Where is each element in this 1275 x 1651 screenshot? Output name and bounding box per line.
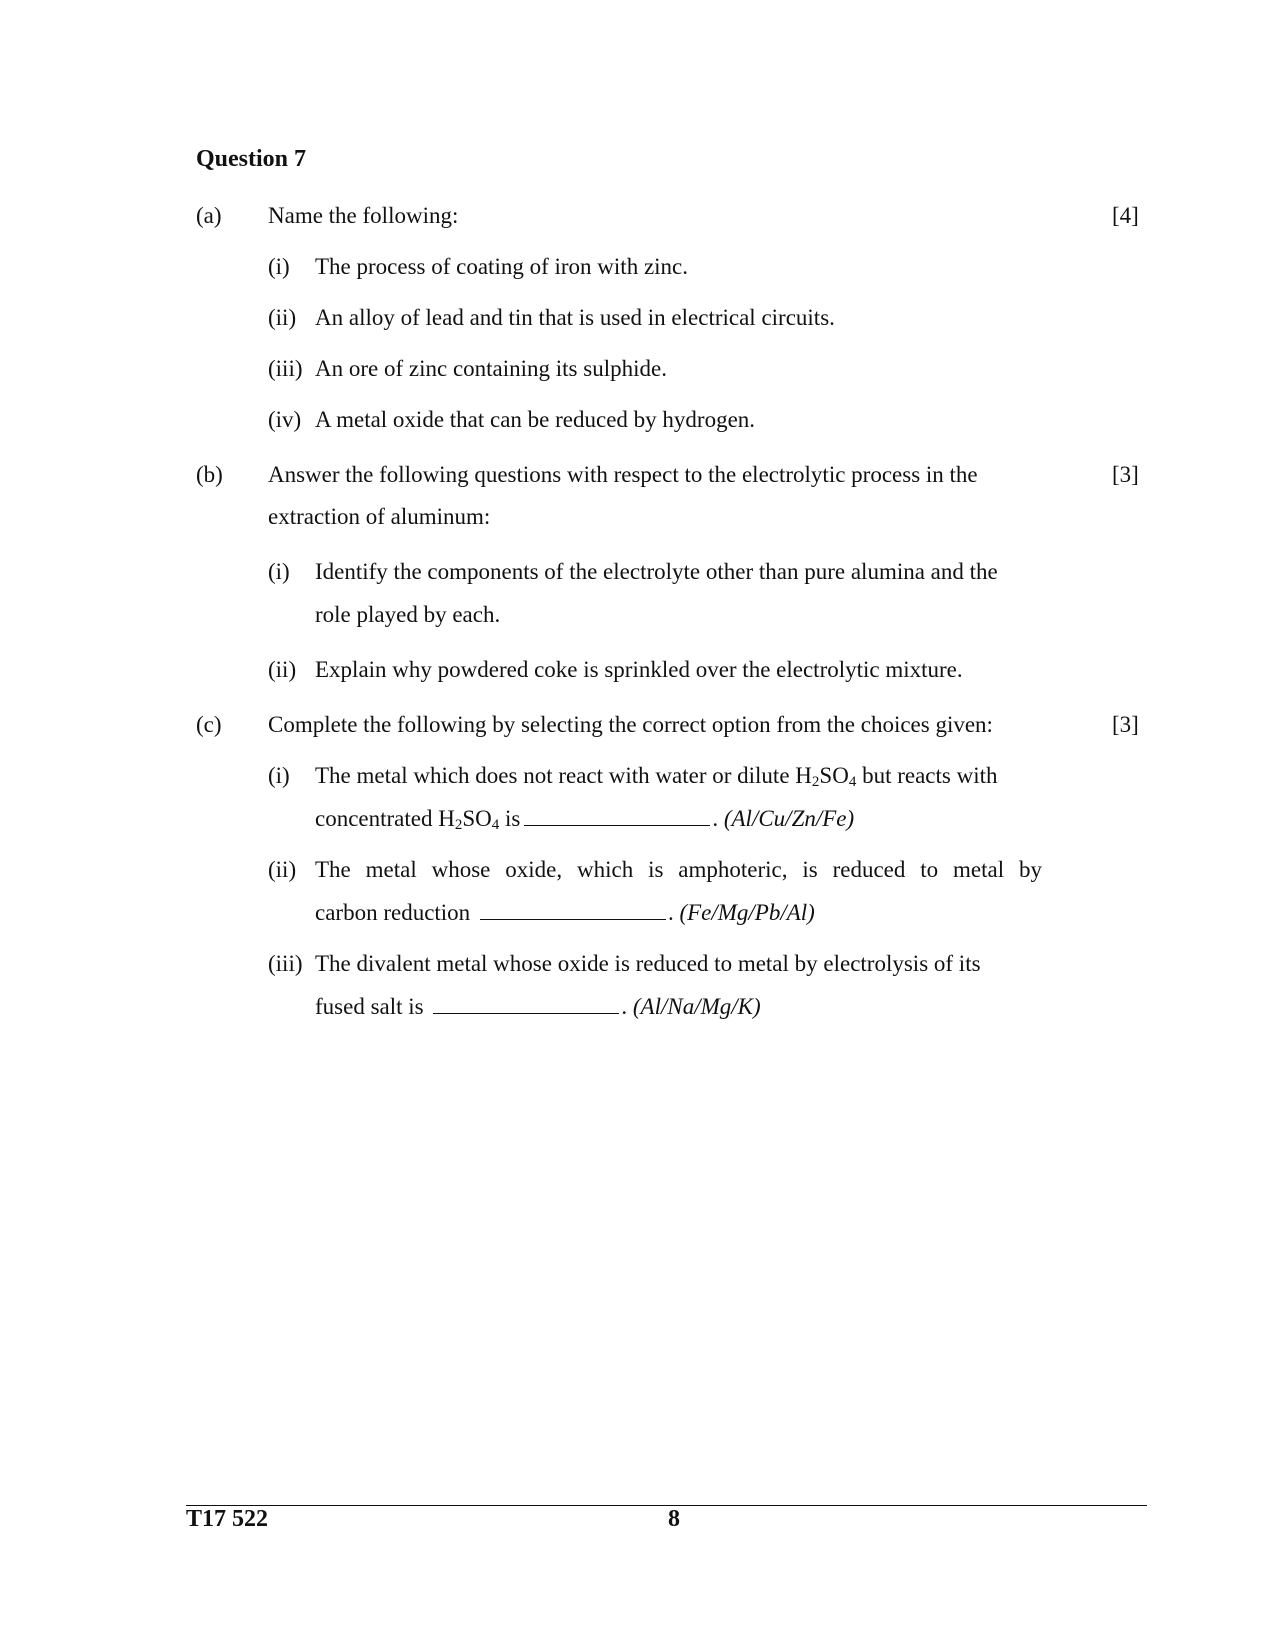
part-c-marks: [3] bbox=[1112, 712, 1139, 737]
part-b-text-line2: extraction of aluminum: bbox=[268, 504, 491, 529]
choices: (Al/Na/Mg/K) bbox=[632, 994, 761, 1019]
footer-divider bbox=[186, 1505, 1147, 1506]
part-b-item-line1: Identify the components of the electrolyte other than pure alumina and the bbox=[315, 559, 998, 584]
part-a-item-text: The process of coating of iron with zinc. bbox=[315, 254, 688, 279]
part-b-item-num: (i) bbox=[268, 559, 290, 584]
question-title: Question 7 bbox=[196, 146, 307, 172]
part-a-item-num: (iii) bbox=[268, 356, 303, 381]
part-a-item-text: A metal oxide that can be reduced by hydrogen. bbox=[315, 407, 756, 432]
answer-blank[interactable] bbox=[480, 899, 666, 920]
part-c-item-line1: The metal which does not react with water or dilute $H_2SO_4$ but reacts with bbox=[315, 763, 998, 790]
part-b-item-line2: role played by each. bbox=[315, 602, 501, 627]
answer-blank[interactable] bbox=[433, 993, 619, 1014]
page-number: 8 bbox=[668, 1506, 680, 1532]
part-a-item-text: An ore of zinc containing its sulphide. bbox=[315, 356, 667, 381]
part-c-label: (c) bbox=[196, 712, 222, 737]
paper-code: T17 522 bbox=[186, 1506, 269, 1532]
part-a-label: (a) bbox=[196, 203, 222, 228]
part-a-marks: [4] bbox=[1112, 203, 1139, 228]
part-a-item-num: (iv) bbox=[268, 407, 302, 432]
choices: (Al/Cu/Zn/Fe) bbox=[723, 806, 855, 831]
part-c-item-line2: carbon reduction . (Fe/Mg/Pb/Al) bbox=[315, 900, 815, 925]
part-b-item-line1: Explain why powdered coke is sprinkled over the electrolytic mixture. bbox=[315, 657, 963, 682]
part-b-item-num: (ii) bbox=[268, 657, 297, 682]
part-c-item-line1: The metal whose oxide, which is amphoteric, is reduced to metal by bbox=[315, 857, 1042, 882]
part-c-item-line2: fused salt is . (Al/Na/Mg/K) bbox=[315, 994, 761, 1019]
part-c-item-num: (iii) bbox=[268, 951, 303, 976]
answer-blank[interactable] bbox=[524, 805, 710, 826]
choices: (Fe/Mg/Pb/Al) bbox=[679, 900, 815, 925]
part-c-item-line1: The divalent metal whose oxide is reduced to metal by electrolysis of its bbox=[315, 951, 981, 976]
part-c-item-num: (i) bbox=[268, 763, 290, 788]
part-b-text-line1: Answer the following questions with respect to the electrolytic process in the bbox=[268, 462, 978, 487]
part-c-text: Complete the following by selecting the correct option from the choices given: bbox=[268, 712, 993, 737]
part-a-item-num: (i) bbox=[268, 254, 290, 279]
part-a-item-text: An alloy of lead and tin that is used in electrical circuits. bbox=[315, 305, 835, 330]
part-c-item-num: (ii) bbox=[268, 857, 297, 882]
part-c-item-line2: concentrated $H_2SO_4$ is . (Al/Cu/Zn/Fe) bbox=[315, 806, 855, 833]
part-a-text: Name the following: bbox=[268, 203, 459, 228]
part-b-marks: [3] bbox=[1112, 462, 1139, 487]
part-b-label: (b) bbox=[196, 462, 223, 487]
part-a-item-num: (ii) bbox=[268, 305, 297, 330]
